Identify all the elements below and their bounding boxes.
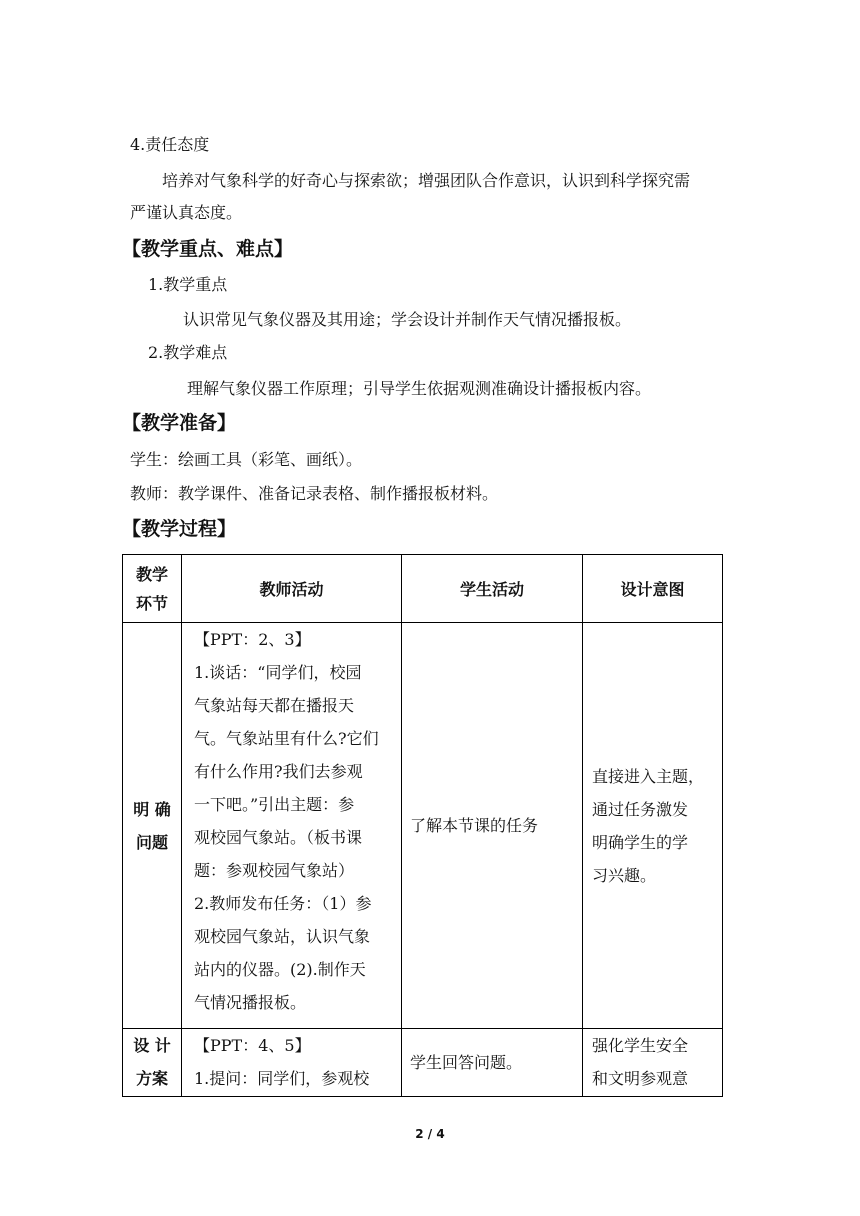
stage-cell: 明 确 问题	[123, 623, 182, 1029]
teacher-activity-cell: 【PPT：2、3】 1.谈话：“同学们，校园 气象站每天都在播报天 气。气象站里有什么?它们 有什么作用?我们去参观 一下吧。”引出主题：参 观校园气象站。（板书课 题：参观校园气象站） 2.教师发布任务：（1）参 观校园气象站，认识气象 站内的仪器。(2).制作天 气情况播报板。	[182, 623, 402, 1029]
process-table	[122, 554, 723, 1097]
header-student: 学生活动	[402, 555, 583, 623]
paragraph-line: 认识常见气象仪器及其用途；学会设计并制作天气情况播报板。	[183, 310, 632, 329]
table-row	[123, 1029, 723, 1097]
design-intent-cell: 直接进入主题， 通过任务激发 明确学生的学 习兴趣。	[583, 623, 723, 1029]
header-intent: 设计意图	[583, 555, 723, 623]
heading-preparation: 【教学准备】	[122, 412, 237, 434]
table-row	[123, 623, 723, 1029]
header-teacher: 教师活动	[182, 555, 402, 623]
design-intent-cell: 强化学生安全 和文明参观意	[583, 1029, 723, 1097]
section-title: 4.责任态度	[130, 135, 210, 154]
paragraph-line: 严谨认真态度。	[130, 203, 243, 222]
subheading: 2.教学难点	[148, 343, 228, 362]
header-stage: 教学 环节	[123, 555, 182, 623]
heading-process: 【教学过程】	[122, 518, 237, 540]
stage-cell: 设 计 方案	[123, 1029, 182, 1097]
paragraph-line: 培养对气象科学的好奇心与探索欲；增强团队合作意识，认识到科学探究需	[162, 171, 691, 190]
paragraph-line: 理解气象仪器工作原理；引导学生依据观测准确设计播报板内容。	[187, 379, 652, 398]
preparation-student: 学生：绘画工具（彩笔、画纸）。	[130, 450, 363, 469]
subheading: 1.教学重点	[148, 275, 228, 294]
student-activity-cell: 了解本节课的任务	[402, 623, 583, 1029]
heading-key-points: 【教学重点、难点】	[122, 238, 294, 260]
page-number: 2 / 4	[415, 1127, 445, 1141]
table-header-row	[123, 555, 723, 623]
preparation-teacher: 教师：教学课件、准备记录表格、制作播报板材料。	[130, 484, 499, 503]
student-activity-cell: 学生回答问题。	[402, 1029, 583, 1097]
teacher-activity-cell: 【PPT：4、5】 1.提问：同学们，参观校	[182, 1029, 402, 1097]
